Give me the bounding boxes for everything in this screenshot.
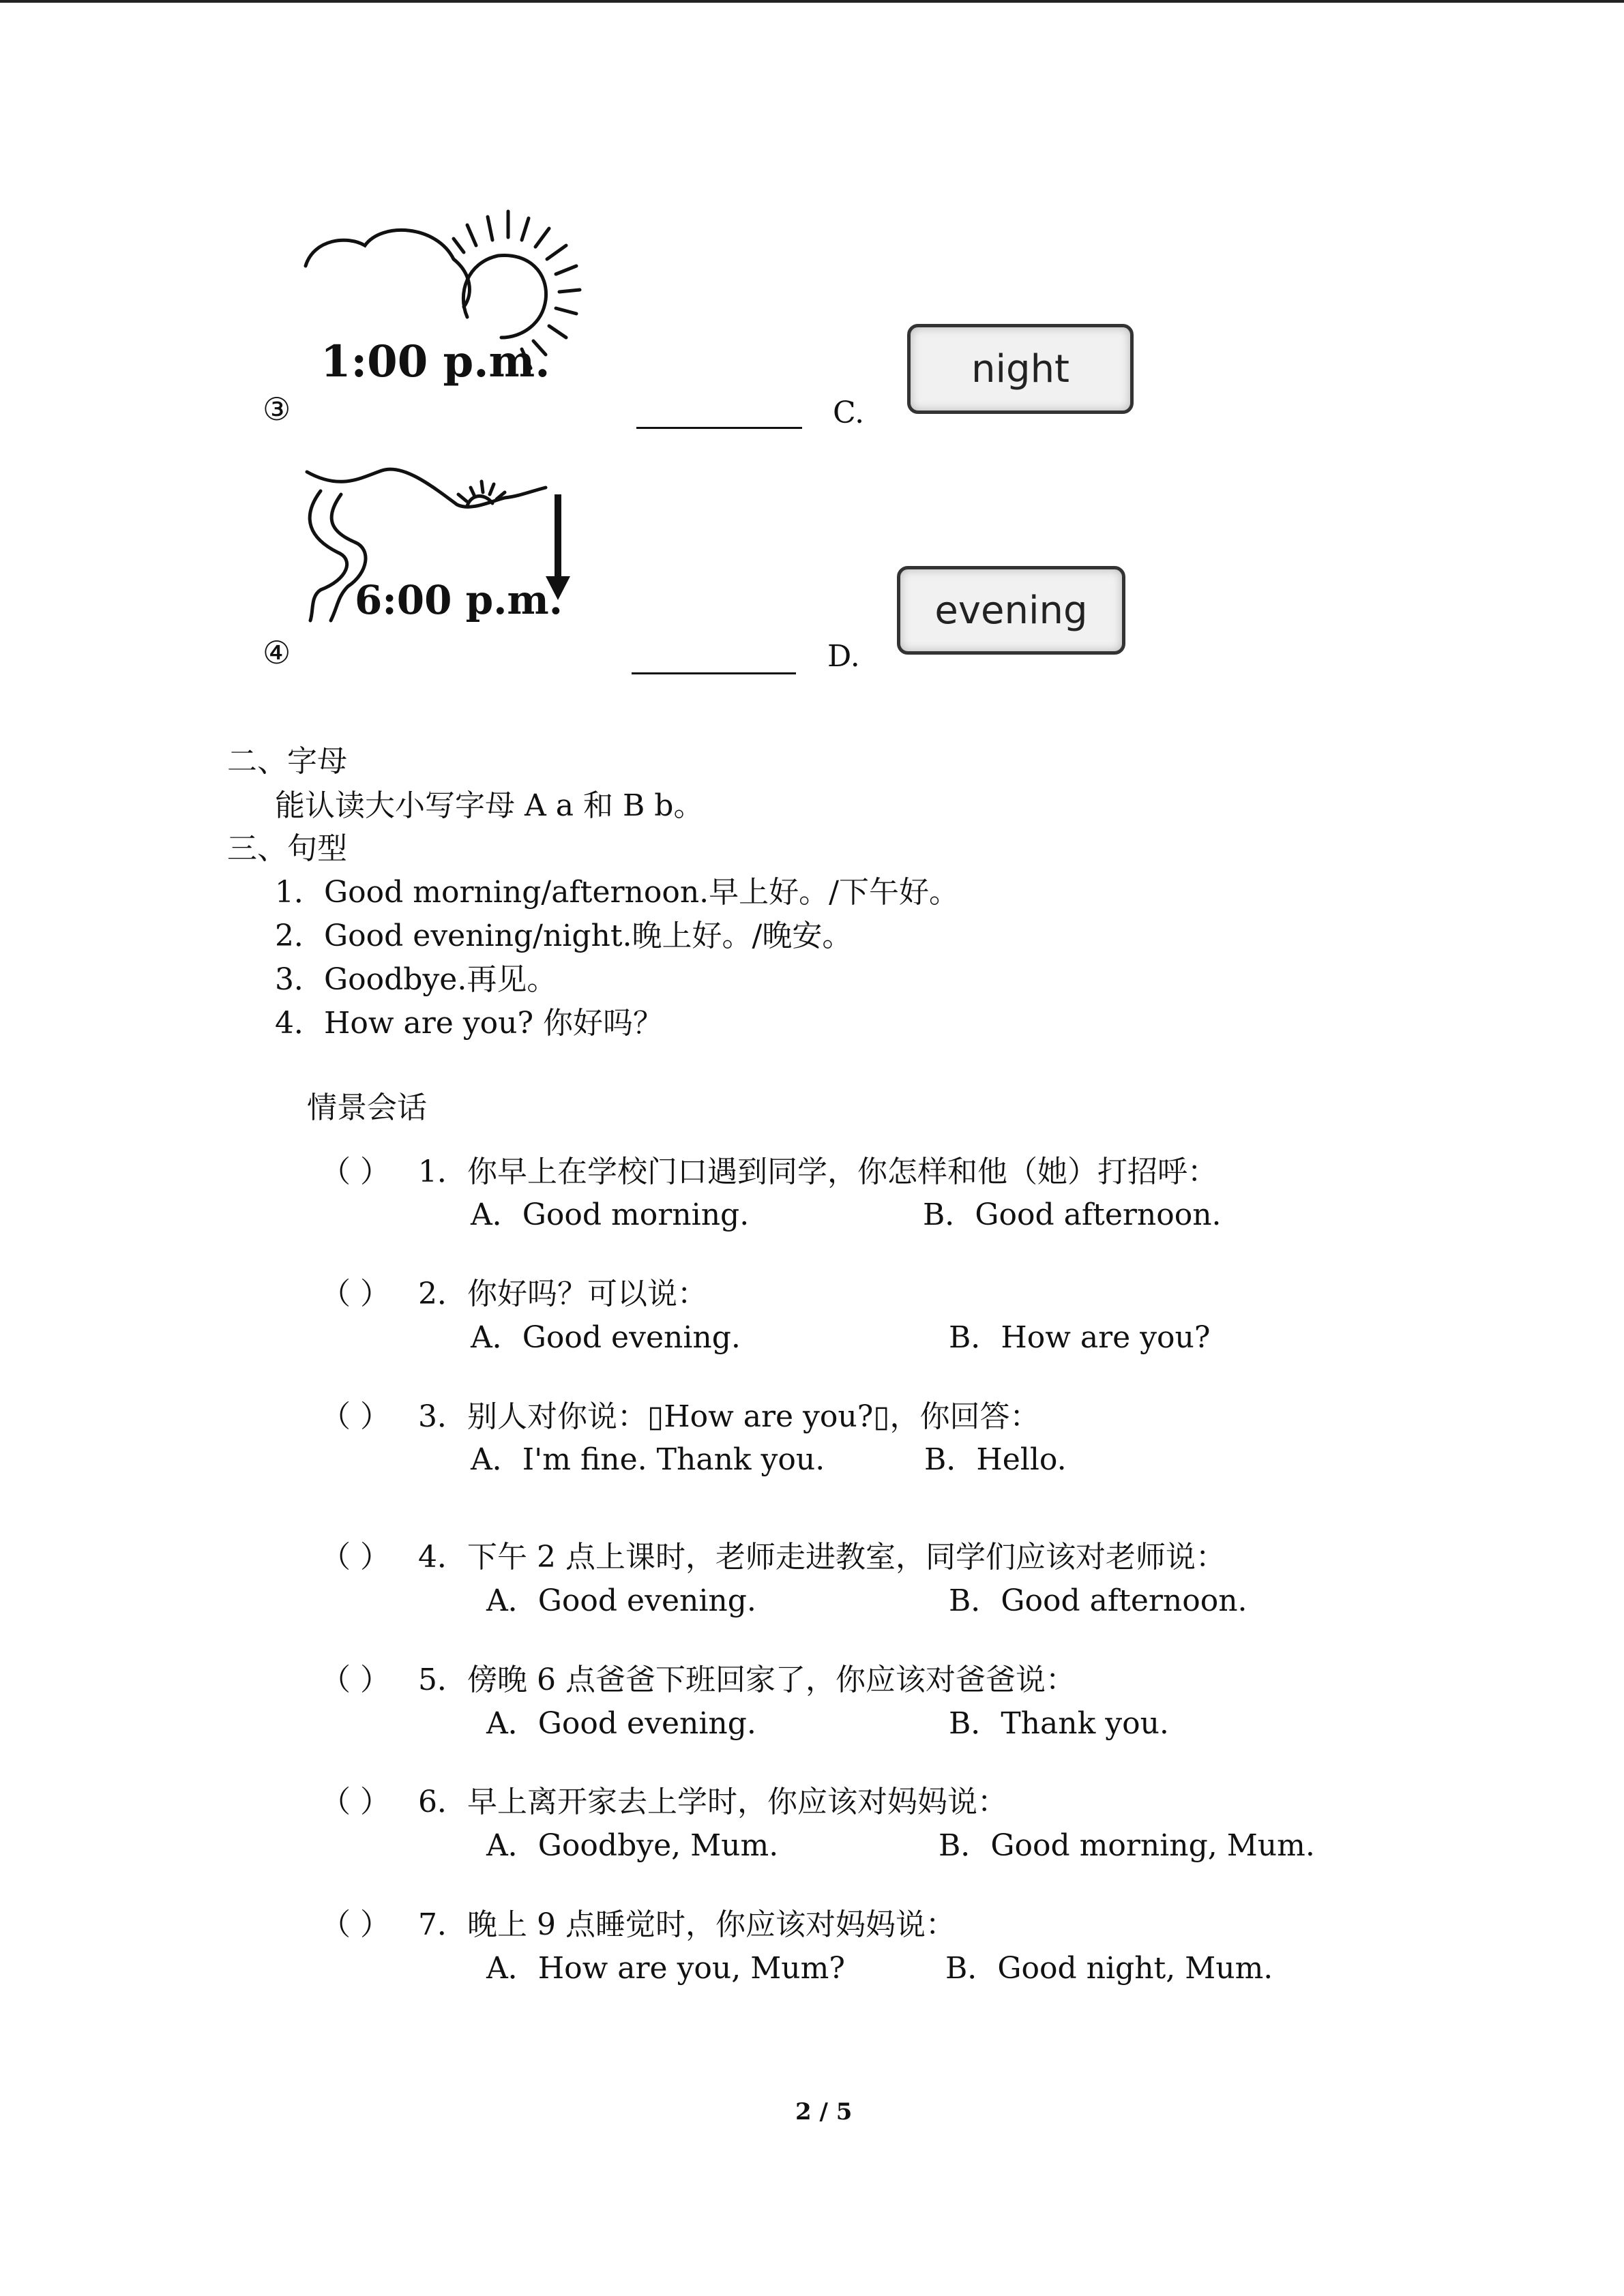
pattern-item-1: 1．Good morning/afternoon.早上好。/下午好。 <box>275 875 959 910</box>
item-number-3: ③ <box>263 391 291 428</box>
page-number: 2 / 5 <box>795 2098 853 2126</box>
option-1b: B．Good afternoon. <box>923 1197 1222 1232</box>
word-card-evening: evening <box>897 566 1125 655</box>
item-number-4: ④ <box>263 634 291 671</box>
letters-heading: 二、字母 <box>227 744 347 779</box>
option-4a: A．Good evening. <box>486 1583 756 1618</box>
option-2b: B．How are you? <box>949 1320 1211 1355</box>
question-3: 3．别人对你说：▯How are you?▯，你回答： <box>418 1399 1040 1434</box>
option-letter-c: C. <box>833 396 865 430</box>
answer-paren-2[interactable]: （ ） <box>321 1277 390 1311</box>
option-letter-d: D. <box>827 639 860 674</box>
option-3a: A．I'm fine. Thank you. <box>471 1442 825 1477</box>
question-6: 6．早上离开家去上学时，你应该对妈妈说： <box>418 1785 1007 1819</box>
answer-paren-1[interactable]: （ ） <box>321 1154 390 1189</box>
answer-paren-7[interactable]: （ ） <box>321 1907 390 1942</box>
letters-line: 能认读大小写字母 A a 和 B b。 <box>275 788 704 823</box>
sun-cloud-image <box>300 198 621 402</box>
option-6b: B．Good morning, Mum. <box>939 1828 1315 1863</box>
dialogue-heading: 情景会话 <box>307 1090 427 1125</box>
question-4: 4．下午 2 点上课时，老师走进教室，同学们应该对老师说： <box>418 1540 1226 1575</box>
time-label-1pm: 1:00 p.m. <box>321 336 550 387</box>
time-label-6pm: 6:00 p.m. <box>355 577 563 623</box>
question-2: 2．你好吗？可以说： <box>418 1277 707 1311</box>
pattern-item-3: 3．Goodbye.再见。 <box>275 962 557 997</box>
pattern-item-4: 4．How are you? 你好吗？ <box>275 1006 664 1041</box>
answer-paren-3[interactable]: （ ） <box>321 1399 390 1434</box>
pattern-item-2: 2．Good evening/night.晚上好。/晚安。 <box>275 919 853 953</box>
answer-paren-4[interactable]: （ ） <box>321 1540 390 1575</box>
answer-paren-5[interactable]: （ ） <box>321 1663 390 1697</box>
answer-paren-6[interactable]: （ ） <box>321 1785 390 1819</box>
option-3b: B．Hello. <box>924 1442 1067 1477</box>
option-5a: A．Good evening. <box>486 1706 756 1741</box>
option-2a: A．Good evening. <box>471 1320 741 1355</box>
question-1: 1．你早上在学校门口遇到同学，你怎样和他（她）打招呼： <box>418 1154 1217 1189</box>
option-6a: A．Goodbye, Mum. <box>486 1828 779 1863</box>
answer-blank-3[interactable] <box>636 424 802 429</box>
page-top-border <box>0 0 1624 3</box>
question-7: 7．晚上 9 点睡觉时，你应该对妈妈说： <box>418 1907 956 1942</box>
option-7b: B．Good night, Mum. <box>945 1951 1273 1986</box>
option-1a: A．Good morning. <box>471 1197 750 1232</box>
question-5: 5．傍晚 6 点爸爸下班回家了，你应该对爸爸说： <box>418 1663 1076 1697</box>
answer-blank-4[interactable] <box>632 670 796 674</box>
option-5b: B．Thank you. <box>949 1706 1169 1741</box>
sunset-mountain-image <box>300 464 587 627</box>
patterns-heading: 三、句型 <box>227 831 347 866</box>
option-7a: A．How are you, Mum? <box>486 1951 845 1986</box>
option-4b: B．Good afternoon. <box>949 1583 1247 1618</box>
word-card-night: night <box>907 324 1134 414</box>
